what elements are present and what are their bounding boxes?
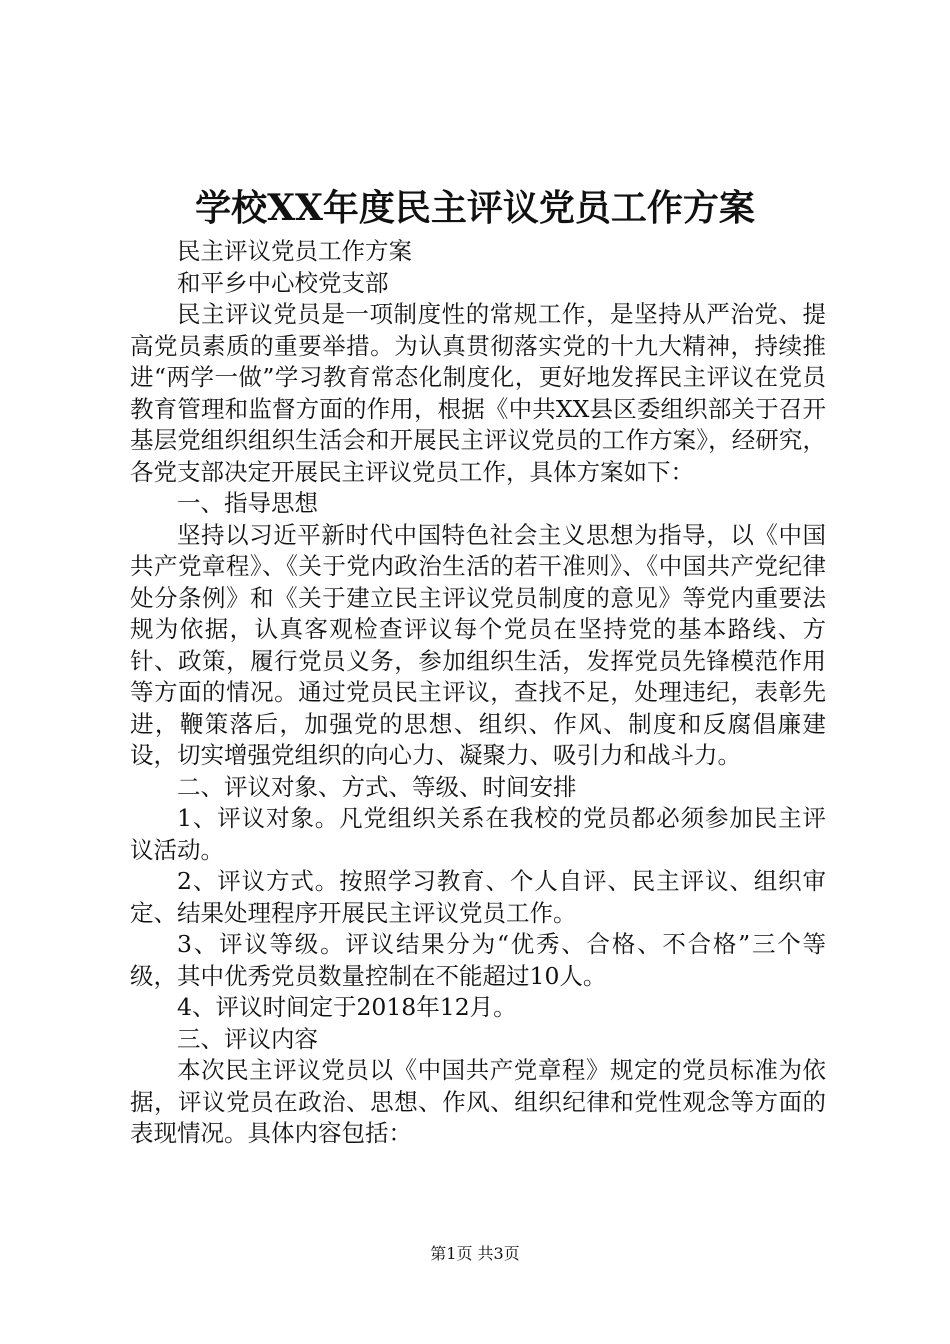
section-heading-1: 一、指导思想 [177,489,318,517]
paragraph-guiding-ideology: 坚持以习近平新时代中国特色社会主义思想为指导，以《中国共产党章程》、《关于党内政治生活的若干准则》、《中国共产党纪律处分条例》和《关于建立民主评议党员制度的意见》等党内重要法规为依据，认真客观检查评议每个党员在坚持党的基本路线、方针、政策，履行党员义务，参加组织生活，发挥党员先锋模范作用等方面的情况。通过党员民主评议，查找不足，处理违纪，表彰先进，鞭策落后，加强党的思想、组织、作风、制度和反腐倡廉建设，切实增强党组织的向心力、凝聚力、吸引力和战斗力。 [130,520,826,769]
paragraph-evaluation-content: 本次民主评议党员以《中国共产党章程》规定的党员标准为依据，评议党员在政治、思想、作风、组织纪律和党性观念等方面的表现情况。具体内容包括： [130,1056,826,1147]
paragraph-item-1: 1、评议对象。凡党组织关系在我校的党员都必须参加民主评议活动。 [130,804,826,864]
section-heading-3: 三、评议内容 [177,1024,318,1053]
document-title: 学校XX年度民主评议党员工作方案 [195,187,755,229]
paragraph-item-2: 2、评议方式。按照学习教育、个人自评、民主评议、组织审定、结果处理程序开展民主评议党员工作。 [130,867,826,927]
page-footer: 第1页 共3页 [430,1244,520,1263]
document-body [130,236,826,1150]
paragraph-subtitle: 民主评议党员工作方案 [177,237,412,265]
paragraph-organization: 和平乡中心校党支部 [177,268,389,297]
paragraph-item-3: 3、评议等级。评议结果分为“优秀、合格、不合格”三个等级，其中优秀党员数量控制在不能超过10人。 [130,930,826,990]
paragraph-intro: 民主评议党员是一项制度性的常规工作，是坚持从严治党、提高党员素质的重要举措。为认真贯彻落实党的十九大精神，持续推进“两学一做”学习教育常态化制度化，更好地发挥民主评议在党员教育管理和监督方面的作用，根据《中共XX县区委组织部关于召开基层党组织组织生活会和开展民主评议党员的工作方案》，经研究，各党支部决定开展民主评议党员工作，具体方案如下： [130,300,826,486]
section-heading-2: 二、评议对象、方式、等级、时间安排 [177,772,577,801]
paragraph-item-4: 4、评议时间定于2018年12月。 [177,993,517,1021]
